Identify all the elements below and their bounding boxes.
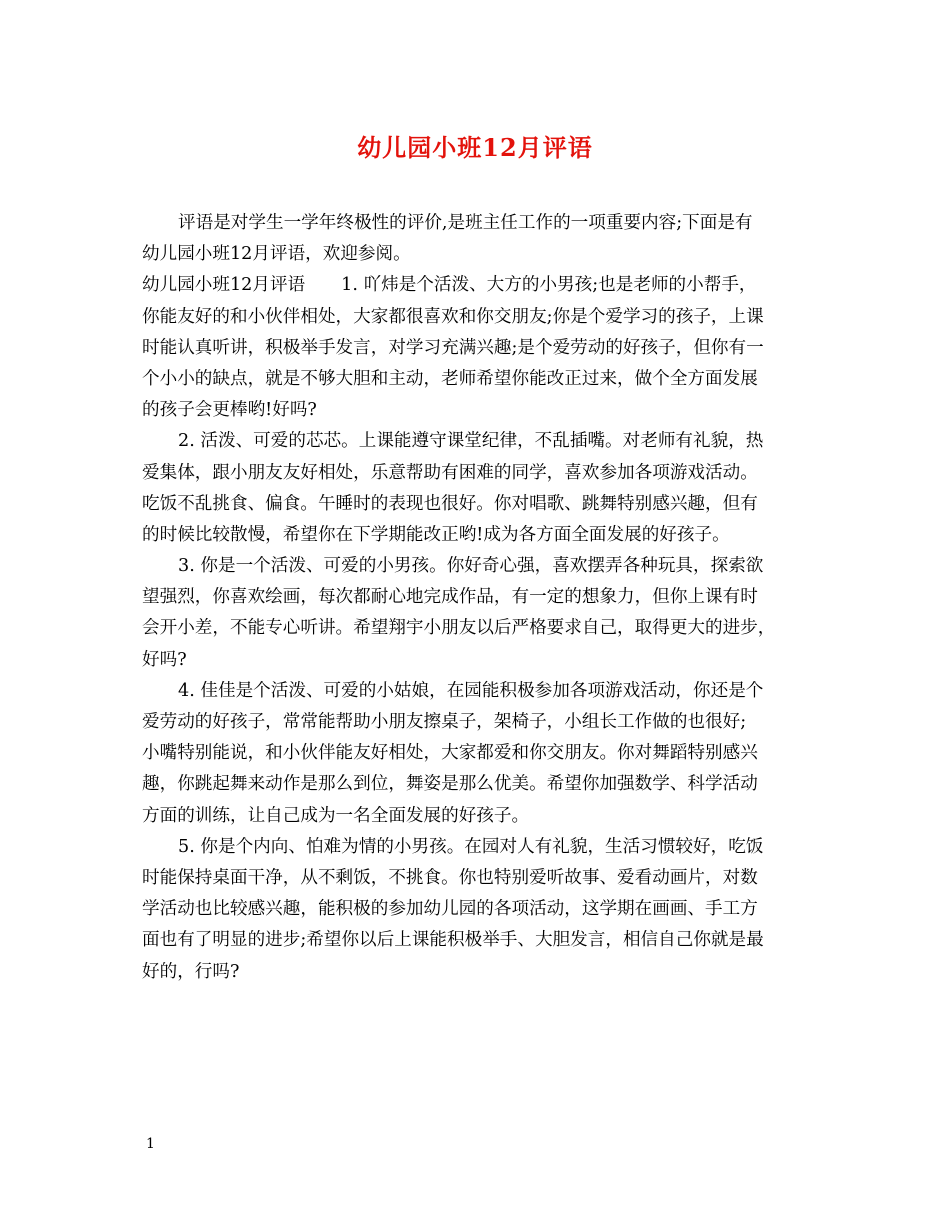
paragraph-line: 个小小的缺点，就是不够大胆和主动，老师希望你能改正过来，做个全方面发展 — [142, 368, 758, 389]
paragraph-line: 3. 你是一个活泼、可爱的小男孩。你好奇心强，喜欢摆弄各种玩具，探索欲 — [178, 556, 764, 577]
paragraph-line: 爱劳动的好孩子，常常能帮助小朋友擦桌子，架椅子，小组长工作做的也很好; — [142, 712, 747, 732]
section-heading: 幼儿园小班12月评语 — [142, 275, 306, 296]
page-number: 1 — [146, 1136, 155, 1152]
paragraph-line: 望强烈，你喜欢绘画，每次都耐心地完成作品，有一定的想象力，但你上课有时 — [142, 587, 758, 608]
document-title: 幼儿园小班12月评语 — [357, 133, 593, 162]
paragraph-line: 幼儿园小班12月评语，欢迎参阅。 — [142, 244, 411, 265]
paragraph-line: 你能友好的和小伙伴相处，大家都很喜欢和你交朋友;你是个爱学习的孩子，上课 — [142, 306, 764, 327]
paragraph-line: 4. 佳佳是个活泼、可爱的小姑娘，在园能积极参加各项游戏活动，你还是个 — [178, 680, 764, 701]
paragraph-line: 评语是对学生一学年终极性的评价,是班主任工作的一项重要内容;下面是有 — [178, 213, 753, 233]
paragraph-line: 吃饭不乱挑食、偏食。午睡时的表现也很好。你对唱歌、跳舞特别感兴趣，但有 — [142, 493, 758, 514]
paragraph-line: 2. 活泼、可爱的芯芯。上课能遵守课堂纪律，不乱插嘴。对老师有礼貌，热 — [178, 431, 764, 452]
document-body — [142, 208, 812, 988]
paragraph-line: 好吗? — [142, 649, 187, 670]
paragraph-line: 爱集体，跟小朋友友好相处，乐意帮助有困难的同学，喜欢参加各项游戏活动。 — [142, 462, 758, 483]
comment-1-start: 1. 吖炜是个活泼、大方的小男孩;也是老师的小帮手， — [341, 275, 757, 296]
paragraph-line: 会开小差，不能专心听讲。希望翔宇小朋友以后严格要求自己，取得更大的进步， — [142, 618, 776, 639]
paragraph-line: 趣，你跳起舞来动作是那么到位，舞姿是那么优美。希望你加强数学、科学活动 — [142, 774, 758, 795]
paragraph-line: 好的，行吗? — [142, 961, 240, 982]
paragraph-line — [142, 270, 812, 301]
paragraph-line: 时能保持桌面干净，从不剩饭，不挑食。你也特别爱听故事、爱看动画片，对数 — [142, 867, 758, 888]
paragraph-line: 时能认真听讲，积极举手发言，对学习充满兴趣;是个爱劳动的好孩子，但你有一 — [142, 337, 764, 358]
paragraph-line: 小嘴特别能说，和小伙伴能友好相处，大家都爱和你交朋友。你对舞蹈特别感兴 — [142, 743, 758, 764]
paragraph-line: 的时候比较散慢，希望你在下学期能改正哟!成为各方面全面发展的好孩子。 — [142, 524, 730, 545]
paragraph-line: 5. 你是个内向、怕难为情的小男孩。在园对人有礼貌，生活习惯较好，吃饭 — [178, 836, 764, 857]
paragraph-line: 方面的训练，让自己成为一名全面发展的好孩子。 — [142, 805, 530, 826]
paragraph-line: 的孩子会更棒哟!好吗? — [142, 400, 317, 421]
paragraph-line: 面也有了明显的进步;希望你以后上课能积极举手、大胆发言，相信自己你就是最 — [142, 930, 764, 951]
paragraph-line: 学活动也比较感兴趣，能积极的参加幼儿园的各项活动，这学期在画画、手工方 — [142, 899, 758, 920]
